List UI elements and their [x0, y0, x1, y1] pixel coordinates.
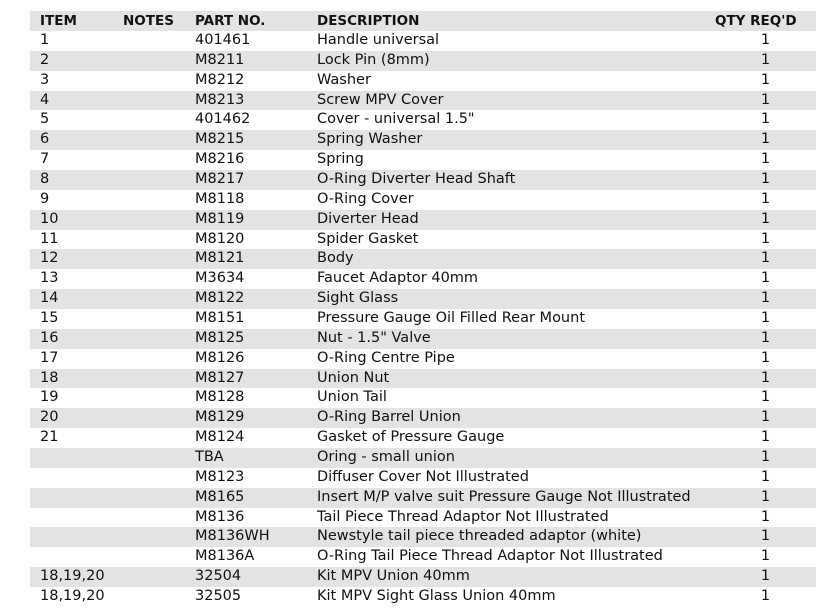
- cell-part-no: M8151: [195, 309, 317, 329]
- cell-item: 6: [30, 130, 123, 150]
- cell-part-no: M8122: [195, 289, 317, 309]
- table-row: [30, 130, 816, 150]
- cell-description: Spring Washer: [317, 130, 715, 150]
- cell-qty: 1: [715, 249, 816, 269]
- cell-part-no: M8136A: [195, 547, 317, 567]
- cell-part-no: M8124: [195, 428, 317, 448]
- table-row: [30, 51, 816, 71]
- cell-description: Body: [317, 249, 715, 269]
- cell-item: 3: [30, 71, 123, 91]
- table-row: [30, 31, 816, 51]
- cell-notes: [123, 309, 195, 329]
- cell-notes: [123, 567, 195, 587]
- cell-item: 19: [30, 388, 123, 408]
- cell-part-no: M8123: [195, 468, 317, 488]
- cell-part-no: M8119: [195, 210, 317, 230]
- cell-notes: [123, 269, 195, 289]
- cell-qty: 1: [715, 130, 816, 150]
- cell-qty: 1: [715, 329, 816, 349]
- cell-item: 21: [30, 428, 123, 448]
- cell-part-no: 401461: [195, 31, 317, 51]
- cell-description: Union Nut: [317, 369, 715, 389]
- table-row: [30, 547, 816, 567]
- cell-notes: [123, 468, 195, 488]
- cell-qty: 1: [715, 508, 816, 528]
- cell-description: Kit MPV Sight Glass Union 40mm: [317, 587, 715, 607]
- header-notes: NOTES: [123, 11, 195, 31]
- cell-qty: 1: [715, 428, 816, 448]
- cell-qty: 1: [715, 210, 816, 230]
- cell-notes: [123, 91, 195, 111]
- table-row: [30, 170, 816, 190]
- parts-list-table: [30, 11, 816, 607]
- cell-notes: [123, 150, 195, 170]
- cell-part-no: M8125: [195, 329, 317, 349]
- cell-notes: [123, 388, 195, 408]
- cell-part-no: M8217: [195, 170, 317, 190]
- cell-item: 14: [30, 289, 123, 309]
- cell-item: 20: [30, 408, 123, 428]
- cell-description: Washer: [317, 71, 715, 91]
- cell-item: [30, 508, 123, 528]
- cell-description: Kit MPV Union 40mm: [317, 567, 715, 587]
- table-body: [30, 31, 816, 607]
- cell-item: 11: [30, 230, 123, 250]
- cell-part-no: M8136WH: [195, 527, 317, 547]
- cell-notes: [123, 289, 195, 309]
- cell-part-no: M8120: [195, 230, 317, 250]
- cell-notes: [123, 408, 195, 428]
- cell-description: Union Tail: [317, 388, 715, 408]
- table-row: [30, 110, 816, 130]
- cell-notes: [123, 349, 195, 369]
- cell-description: Newstyle tail piece threaded adaptor (white): [317, 527, 715, 547]
- cell-part-no: TBA: [195, 448, 317, 468]
- cell-description: O-Ring Barrel Union: [317, 408, 715, 428]
- cell-notes: [123, 190, 195, 210]
- cell-item: 15: [30, 309, 123, 329]
- cell-notes: [123, 110, 195, 130]
- cell-part-no: M8128: [195, 388, 317, 408]
- cell-description: O-Ring Centre Pipe: [317, 349, 715, 369]
- cell-part-no: M8121: [195, 249, 317, 269]
- cell-notes: [123, 448, 195, 468]
- cell-qty: 1: [715, 190, 816, 210]
- cell-qty: 1: [715, 527, 816, 547]
- cell-qty: 1: [715, 388, 816, 408]
- cell-notes: [123, 71, 195, 91]
- cell-item: 12: [30, 249, 123, 269]
- cell-qty: 1: [715, 408, 816, 428]
- cell-notes: [123, 547, 195, 567]
- cell-description: Faucet Adaptor 40mm: [317, 269, 715, 289]
- cell-item: [30, 527, 123, 547]
- cell-item: [30, 448, 123, 468]
- header-part-no: PART NO.: [195, 11, 317, 31]
- cell-qty: 1: [715, 547, 816, 567]
- cell-qty: 1: [715, 269, 816, 289]
- cell-item: [30, 468, 123, 488]
- cell-description: Spider Gasket: [317, 230, 715, 250]
- table-row: [30, 230, 816, 250]
- table-row: [30, 388, 816, 408]
- cell-description: O-Ring Tail Piece Thread Adaptor Not Illustrated: [317, 547, 715, 567]
- cell-description: Diverter Head: [317, 210, 715, 230]
- cell-description: Nut - 1.5" Valve: [317, 329, 715, 349]
- cell-item: 5: [30, 110, 123, 130]
- cell-item: 9: [30, 190, 123, 210]
- cell-notes: [123, 170, 195, 190]
- cell-notes: [123, 587, 195, 607]
- table-row: [30, 349, 816, 369]
- table-row: [30, 428, 816, 448]
- cell-notes: [123, 249, 195, 269]
- cell-notes: [123, 488, 195, 508]
- cell-item: 18,19,20: [30, 567, 123, 587]
- table-header-row: [30, 11, 816, 31]
- table-row: [30, 190, 816, 210]
- cell-qty: 1: [715, 71, 816, 91]
- cell-item: 7: [30, 150, 123, 170]
- cell-qty: 1: [715, 91, 816, 111]
- cell-description: Pressure Gauge Oil Filled Rear Mount: [317, 309, 715, 329]
- table-row: [30, 468, 816, 488]
- table-row: [30, 567, 816, 587]
- cell-notes: [123, 369, 195, 389]
- cell-part-no: M8165: [195, 488, 317, 508]
- cell-notes: [123, 130, 195, 150]
- cell-notes: [123, 329, 195, 349]
- cell-qty: 1: [715, 51, 816, 71]
- cell-notes: [123, 527, 195, 547]
- cell-description: Spring: [317, 150, 715, 170]
- cell-item: 16: [30, 329, 123, 349]
- cell-item: 18,19,20: [30, 587, 123, 607]
- cell-part-no: 32505: [195, 587, 317, 607]
- cell-part-no: 401462: [195, 110, 317, 130]
- cell-item: 17: [30, 349, 123, 369]
- table-row: [30, 269, 816, 289]
- table-row: [30, 150, 816, 170]
- cell-description: O-Ring Diverter Head Shaft: [317, 170, 715, 190]
- table-row: [30, 448, 816, 468]
- cell-qty: 1: [715, 110, 816, 130]
- cell-description: Screw MPV Cover: [317, 91, 715, 111]
- cell-qty: 1: [715, 31, 816, 51]
- cell-description: O-Ring Cover: [317, 190, 715, 210]
- cell-notes: [123, 428, 195, 448]
- cell-qty: 1: [715, 309, 816, 329]
- cell-notes: [123, 31, 195, 51]
- cell-part-no: M8216: [195, 150, 317, 170]
- cell-part-no: M8215: [195, 130, 317, 150]
- cell-description: Cover - universal 1.5": [317, 110, 715, 130]
- table-row: [30, 408, 816, 428]
- cell-notes: [123, 210, 195, 230]
- table-row: [30, 369, 816, 389]
- cell-part-no: M8118: [195, 190, 317, 210]
- cell-description: Handle universal: [317, 31, 715, 51]
- cell-part-no: M8211: [195, 51, 317, 71]
- table-row: [30, 71, 816, 91]
- header-qty: QTY REQ'D: [715, 11, 816, 31]
- table-row: [30, 527, 816, 547]
- cell-description: Insert M/P valve suit Pressure Gauge Not Illustrated: [317, 488, 715, 508]
- cell-item: 1: [30, 31, 123, 51]
- cell-qty: 1: [715, 567, 816, 587]
- cell-item: 13: [30, 269, 123, 289]
- cell-item: [30, 488, 123, 508]
- cell-qty: 1: [715, 289, 816, 309]
- cell-part-no: M8213: [195, 91, 317, 111]
- cell-qty: 1: [715, 468, 816, 488]
- cell-part-no: M8212: [195, 71, 317, 91]
- cell-description: Oring - small union: [317, 448, 715, 468]
- cell-qty: 1: [715, 488, 816, 508]
- cell-part-no: M8129: [195, 408, 317, 428]
- table-row: [30, 508, 816, 528]
- cell-part-no: M3634: [195, 269, 317, 289]
- cell-qty: 1: [715, 369, 816, 389]
- table-row: [30, 488, 816, 508]
- cell-qty: 1: [715, 170, 816, 190]
- cell-qty: 1: [715, 150, 816, 170]
- cell-notes: [123, 230, 195, 250]
- table-row: [30, 210, 816, 230]
- header-item: ITEM: [30, 11, 123, 31]
- cell-notes: [123, 508, 195, 528]
- cell-item: 10: [30, 210, 123, 230]
- table-row: [30, 309, 816, 329]
- table-row: [30, 91, 816, 111]
- cell-item: 4: [30, 91, 123, 111]
- cell-description: Tail Piece Thread Adaptor Not Illustrated: [317, 508, 715, 528]
- cell-qty: 1: [715, 448, 816, 468]
- cell-description: Diffuser Cover Not Illustrated: [317, 468, 715, 488]
- table-row: [30, 329, 816, 349]
- cell-part-no: 32504: [195, 567, 317, 587]
- cell-qty: 1: [715, 230, 816, 250]
- cell-item: 2: [30, 51, 123, 71]
- cell-description: Sight Glass: [317, 289, 715, 309]
- cell-qty: 1: [715, 587, 816, 607]
- cell-description: Lock Pin (8mm): [317, 51, 715, 71]
- cell-part-no: M8136: [195, 508, 317, 528]
- cell-item: 18: [30, 369, 123, 389]
- cell-item: 8: [30, 170, 123, 190]
- table-row: [30, 289, 816, 309]
- cell-part-no: M8126: [195, 349, 317, 369]
- cell-notes: [123, 51, 195, 71]
- cell-part-no: M8127: [195, 369, 317, 389]
- cell-qty: 1: [715, 349, 816, 369]
- header-description: DESCRIPTION: [317, 11, 715, 31]
- cell-description: Gasket of Pressure Gauge: [317, 428, 715, 448]
- table-row: [30, 249, 816, 269]
- table-row: [30, 587, 816, 607]
- cell-item: [30, 547, 123, 567]
